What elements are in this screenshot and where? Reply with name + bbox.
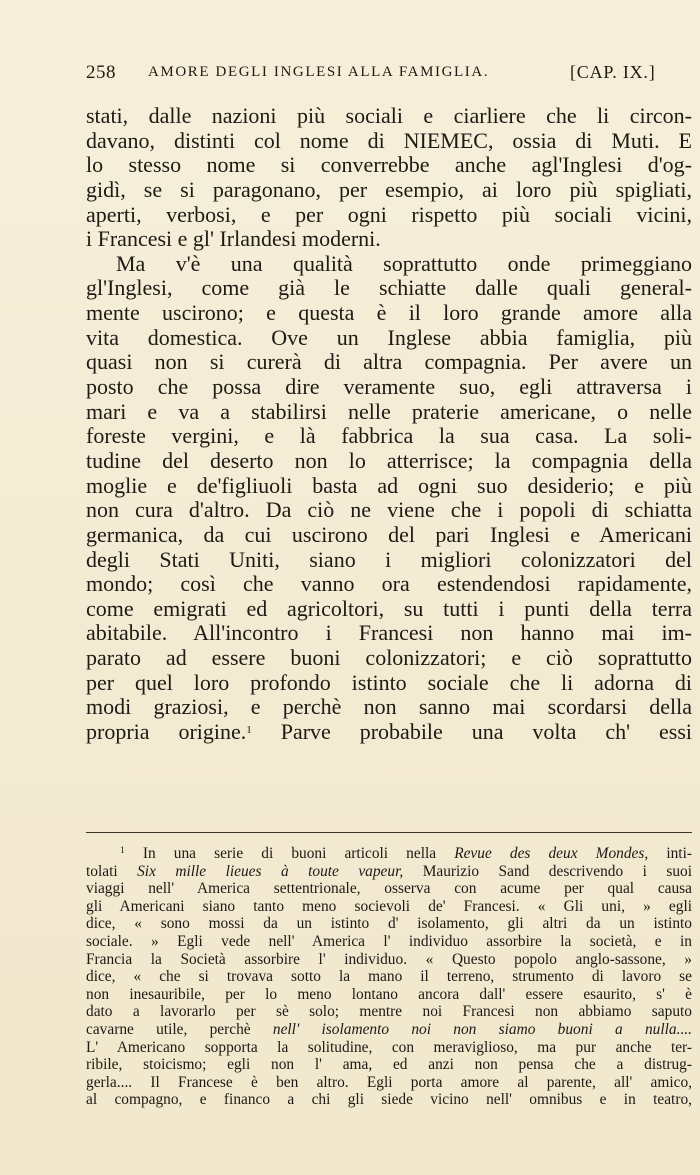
text-segment: inti- — [666, 845, 692, 862]
footnote-line: dice, « che si trovava sotto la mano il terreno, strumento di lavoro se — [86, 968, 692, 986]
italic-title: Revue des deux Mondes, — [454, 845, 649, 862]
text-line: lo stesso nome si converrebbe anche agl'Inglesi d'og- — [86, 152, 692, 178]
footnote-line: sociale. » Egli vede nell' America l' individuo assorbire la società, e in — [86, 932, 692, 950]
footnote-line: gerla.... Il Francese è ben altro. Egli porta amore al parente, all' amico, — [86, 1073, 692, 1091]
page-header — [86, 62, 686, 92]
chapter-label: [CAP. IX.] — [570, 62, 656, 82]
text-line: davano, distinti col nome di NIEMEC, ossia di Muti. E — [86, 127, 692, 153]
text-line: moglie e de'figliuoli basta ad ogni suo desiderio; e più — [86, 472, 692, 498]
text-line: degli Stati Uniti, siano i migliori colonizzatori del — [86, 546, 692, 572]
text-segment: Parve probabile una volta ch' essi — [251, 719, 692, 745]
text-segment: In una serie di buoni articoli nella — [142, 845, 437, 862]
text-line: Ma v'è una qualità soprattutto onde primeggiano — [116, 250, 692, 276]
text-line: come emigrati ed agricoltori, su tutti i punti della terra — [86, 595, 692, 621]
text-line: parato ad essere buoni colonizzatori; e ciò soprattutto — [86, 645, 692, 671]
text-line: tudine del deserto non lo atterrisce; la compagnia della — [86, 447, 692, 473]
text-line: mente uscirono; e questa è il loro grande amore alla — [86, 300, 692, 326]
footnote-line: dato a lavorarlo per sè solo; mentre noi Francesi non abbiamo saputo — [86, 1003, 692, 1021]
footnote-line: L' Americano sopporta la solitudine, con meraviglioso, ma pur anche ter- — [86, 1038, 692, 1056]
text-line: mari e va a stabilirsi nelle praterie americane, o nelle — [86, 398, 692, 424]
italic-phrase: nell' isolamento noi non siamo buoni a nulla.... — [272, 1020, 692, 1038]
text-segment: tolati — [86, 862, 118, 880]
text-segment: cavarne utile, perchè — [86, 1020, 251, 1038]
footnote-marker: 1 — [120, 846, 125, 856]
footnote-line: gli Americani siano tanto meno socievoli de' Francesi. « Gli uni, » egli — [86, 897, 692, 915]
text-line: gl'Inglesi, come già le schiatte dalle quali general- — [86, 275, 692, 301]
text-line: i Francesi e gl' Irlandesi moderni. — [86, 226, 381, 252]
footnote-line — [86, 1021, 692, 1039]
text-line: stati, dalle nazioni più sociali e ciarliere che li circon- — [86, 103, 692, 128]
text-line: vita domestica. Ove un Inglese abbia famiglia, più — [86, 324, 692, 350]
footnote-line: al compagno, e financo a chi gli siede vicino nell' omnibus e in teatro, — [86, 1091, 692, 1109]
running-title: AMORE DEGLI INGLESI ALLA FAMIGLIA. — [148, 64, 490, 80]
footnote-line — [86, 845, 692, 863]
text-line: posto che possa dire veramente suo, egli attraversa i — [86, 374, 692, 400]
footnote-reference: 1 — [246, 724, 252, 737]
text-line: mondo; così che vanno ora estendendosi rapidamente, — [86, 571, 692, 597]
text-line: per quel loro profondo istinto sociale che li adorna di — [86, 669, 692, 695]
footnote-line: ribile, stoicismo; egli non l' ama, ed anzi non pensa che a distrug- — [86, 1056, 692, 1074]
text-line: modi graziosi, e perchè non sanno mai scordarsi della — [86, 694, 692, 720]
text-segment: propria origine. — [86, 719, 247, 745]
main-text — [86, 104, 692, 745]
footnote-line: non inesauribile, per lo meno lontano ancora dall' essere esaurito, s' è — [86, 985, 692, 1003]
footnote-rule — [86, 832, 692, 833]
page-number: 258 — [86, 62, 116, 83]
text-segment: Maurizio Sand descrivendo i suoi — [422, 862, 692, 880]
footnote-line: dice, « sono mossi da un istinto d' isolamento, gli altri da un istinto — [86, 915, 692, 933]
footnote-line: Francia la Società assorbire l' individuo. « Questo popolo anglo-sassone, » — [86, 950, 692, 968]
footnote-line: viaggi nell' America settentrionale, osserva con acume per qual causa — [86, 880, 692, 898]
italic-title: Six mille lieues à toute vapeur, — [137, 862, 404, 880]
text-line: foreste vergini, e là fabbrica la sua casa. La soli- — [86, 423, 692, 449]
text-line: germanica, da cui uscirono del pari Inglesi e Americani — [86, 521, 692, 547]
text-line: non cura d'altro. Da ciò ne viene che i popoli di schiatta — [86, 497, 692, 523]
text-line: quasi non si curerà di altra compagnia. Per avere un — [86, 349, 692, 375]
text-line — [86, 720, 692, 745]
text-line: gidì, se si paragonano, per esempio, ai loro più spigliati, — [86, 176, 692, 202]
footnote-line — [86, 863, 692, 881]
text-line: abitabile. All'incontro i Francesi non hanno mai im- — [86, 620, 692, 646]
text-line: aperti, verbosi, e per ogni rispetto più sociali vicini, — [86, 201, 692, 227]
footnote — [86, 845, 692, 1109]
